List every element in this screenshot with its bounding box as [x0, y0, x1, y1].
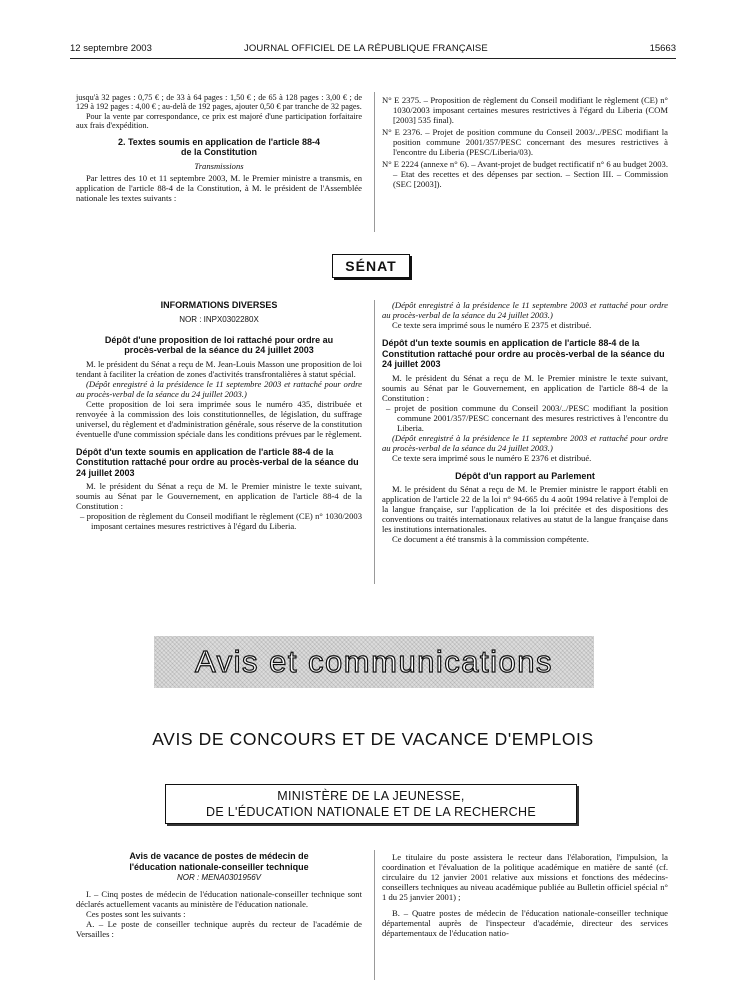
- rapport-paragraph2: Ce document a été transmis à la commission compétente.: [392, 534, 589, 544]
- section-title-line2: de la Constitution: [181, 147, 257, 158]
- nor-reference: NOR : INPX0302280X: [179, 314, 259, 324]
- vacance-paragraph2: Ces postes sont les suivants :: [86, 909, 186, 919]
- depot3-paragraph1: M. le président du Sénat a reçu de M. le Premier ministre le texte suivant, soumis au Sénat par le Gouvernement, en application de l'article 88-4 de la Constitution :: [382, 372, 668, 403]
- top-left-column: [76, 93, 362, 203]
- depot3-item: – projet de position commune du Conseil 2003/../PESC modifiant la position commune 2001/357/PESC concernant des mesures restrictives à l'encontre du Liberia.: [386, 402, 668, 433]
- vacance-nor: NOR : MENA0301956V: [176, 873, 262, 882]
- header-journal-title: JOURNAL OFFICIEL DE LA RÉPUBLIQUE FRANÇAISE: [244, 43, 488, 54]
- price-text: jusqu'à 32 pages : 0,75 € ; de 33 à 64 pages : 1,50 € ; de 65 à 128 pages : 3,00 € ; de 129 à 192 pages : 4,00 € ; au-delà de 192 pages, ajouter 0,50 € par tranche de 32 pages.: [76, 93, 362, 112]
- informations-diverses-title: INFORMATIONS DIVERSES: [160, 300, 278, 310]
- price-postal-text: Pour la vente par correspondance, ce prix est majoré d'une participation forfaitaire aux frais d'expédition.: [76, 111, 362, 131]
- senat-right-paragraph0: (Dépôt enregistré à la présidence le 11 septembre 2003 et rattaché pour ordre au procès-verbal de la séance du 24 juillet 2003.): [382, 300, 668, 320]
- top-right-column: [382, 95, 668, 189]
- item-e2376: N° E 2376. – Projet de position commune du Conseil 2003/../PESC modifiant la position commune 2001/357/PESC concernant des mesures restrictives à l'encontre du Liberia (PESC/Liberia/03).: [382, 127, 668, 157]
- rapport-title: Dépôt d'un rapport au Parlement: [455, 470, 595, 481]
- depot2-title: Dépôt d'un texte soumis en application de l'article 88-4 de la Constitution rattaché pour ordre au procès-verbal de la séance du 24 juillet 2003: [76, 446, 359, 478]
- column-divider-top: [374, 92, 375, 232]
- bottom-left-column: [76, 851, 362, 939]
- column-divider-senat: [374, 300, 375, 584]
- banner-title: Avis et communications: [194, 644, 554, 679]
- vacance-title: Avis de vacance de postes de médecin de l'éducation nationale-conseiller technique: [129, 851, 309, 872]
- senat-box: SÉNAT: [332, 254, 410, 278]
- vacance-right-paragraph1: Le titulaire du poste assistera le recteur dans l'élaboration, l'impulsion, la coordination et l'évaluation de la politique académique en matière de santé (cf. circulaire du 12 janvier 2001 relative aux missions et fonctions des médecins-conseillers techniques au niveau académique publiée au Bulletin officiel spécial n° 1 du 25 janvier 2001) ;: [382, 852, 668, 902]
- depot1-paragraph2: (Dépôt enregistré à la présidence le 11 septembre 2003 et rattaché pour ordre au procès-verbal de la séance du 24 juillet 2003.): [76, 378, 362, 399]
- bottom-right-column: [382, 852, 668, 938]
- header-rule: [70, 58, 676, 59]
- senat-right-paragraph0b: Ce texte sera imprimé sous le numéro E 2375 et distribué.: [392, 320, 592, 330]
- item-e2375: N° E 2375. – Proposition de règlement du Conseil modifiant le règlement (CE) n° 1030/2003 imposant certaines mesures restrictives à l'égard du Liberia (COM [2003] 535 final).: [382, 95, 668, 125]
- vacance-paragraph1: I. – Cinq postes de médecin de l'éducation nationale-conseiller technique sont déclarés actuellement vacants au ministère de l'éducation nationale.: [76, 889, 362, 909]
- ministry-line1: MINISTÈRE DE LA JEUNESSE,: [277, 789, 465, 803]
- senat-left-column: [76, 300, 362, 531]
- ministry-line2: DE L'ÉDUCATION NATIONALE ET DE LA RECHERCHE: [206, 805, 536, 819]
- vacance-right-paragraph2: B. – Quatre postes de médecin de l'éducation nationale-conseiller technique départemental auprès de l'inspecteur d'académie, directeur des services départementaux de l'éducation natio-: [382, 908, 668, 938]
- depot2-paragraph1: M. le président du Sénat a reçu de M. le Premier ministre le texte suivant, soumis au Sénat par le Gouvernement, en application de l'article 88-4 de la Constitution :: [76, 481, 362, 511]
- depot1-paragraph3: Cette proposition de loi sera imprimée sous le numéro 435, distribuée et renvoyée à la commission des lois constitutionnelles, de législation, du suffrage universel, du règlement et d'administration générale, sous réserve de la constitution éventuelle d'une commission spéciale dans les conditions prévues par le règlement.: [76, 398, 363, 439]
- header-date: 12 septembre 2003: [70, 43, 152, 54]
- depot3-paragraph3: Ce texte sera imprimé sous le numéro E 2376 et distribué.: [392, 452, 592, 463]
- depot1-paragraph1: M. le président du Sénat a reçu de M. Jean-Louis Masson une proposition de loi tendant à faciliter la création de zones d'activités transfrontalières à statut spécial.: [76, 358, 362, 379]
- vacance-paragraph3: A. – Le poste de conseiller technique auprès du recteur de l'académie de Versailles :: [76, 919, 362, 939]
- item-e2224: N° E 2224 (annexe n° 6). – Avant-projet de budget rectificatif n° 6 au budget 2003. – Etat des recettes et des dépenses par section. – Section III. – Commission (SEC [2003]).: [382, 159, 668, 189]
- depot3-title: Dépôt d'un texte soumis en application de l'article 88-4 de la Constitution rattaché pour ordre au procès-verbal de la séance du 24 juillet 2003: [382, 338, 665, 369]
- depot1-title: Dépôt d'une proposition de loi rattaché pour ordre au procès-verbal de la séance du 24 juillet 2003: [104, 334, 334, 355]
- section-title-line1: 2. Textes soumis en application de l'article 88-4: [117, 136, 321, 147]
- rapport-paragraph1: M. le président du Sénat a reçu de M. le Premier ministre le rapport établi en application de l'article 22 de la loi n° 94-665 du 4 août 1994 relative à l'emploi de la langue française, sur l'application de la loi précitée et des dispositions des conventions ou traités internationaux relatives au statut de la langue française dans les institutions internationales.: [382, 484, 668, 534]
- column-divider-bottom: [374, 850, 375, 980]
- concours-title: AVIS DE CONCOURS ET DE VACANCE D'EMPLOIS: [152, 729, 594, 749]
- transmissions-body: Par lettres des 10 et 11 septembre 2003, M. le Premier ministre a transmis, en application de l'article 88-4 de la Constitution, à M. le président de l'Assemblée nationale les textes suivants :: [76, 172, 362, 203]
- depot3-paragraph2: (Dépôt enregistré à la présidence le 11 septembre 2003 et rattaché pour ordre au procès-verbal de la séance du 24 juillet 2003.): [382, 432, 668, 453]
- ministry-box: [165, 784, 577, 824]
- depot2-item: – proposition de règlement du Conseil modifiant le règlement (CE) n° 1030/2003 imposant certaines mesures restrictives à l'égard du Liberia.: [80, 511, 362, 531]
- section-title: [76, 137, 362, 158]
- senat-right-column: [382, 300, 668, 544]
- transmissions-subtitle: Transmissions: [194, 160, 244, 171]
- header-page-number: 15663: [649, 43, 676, 54]
